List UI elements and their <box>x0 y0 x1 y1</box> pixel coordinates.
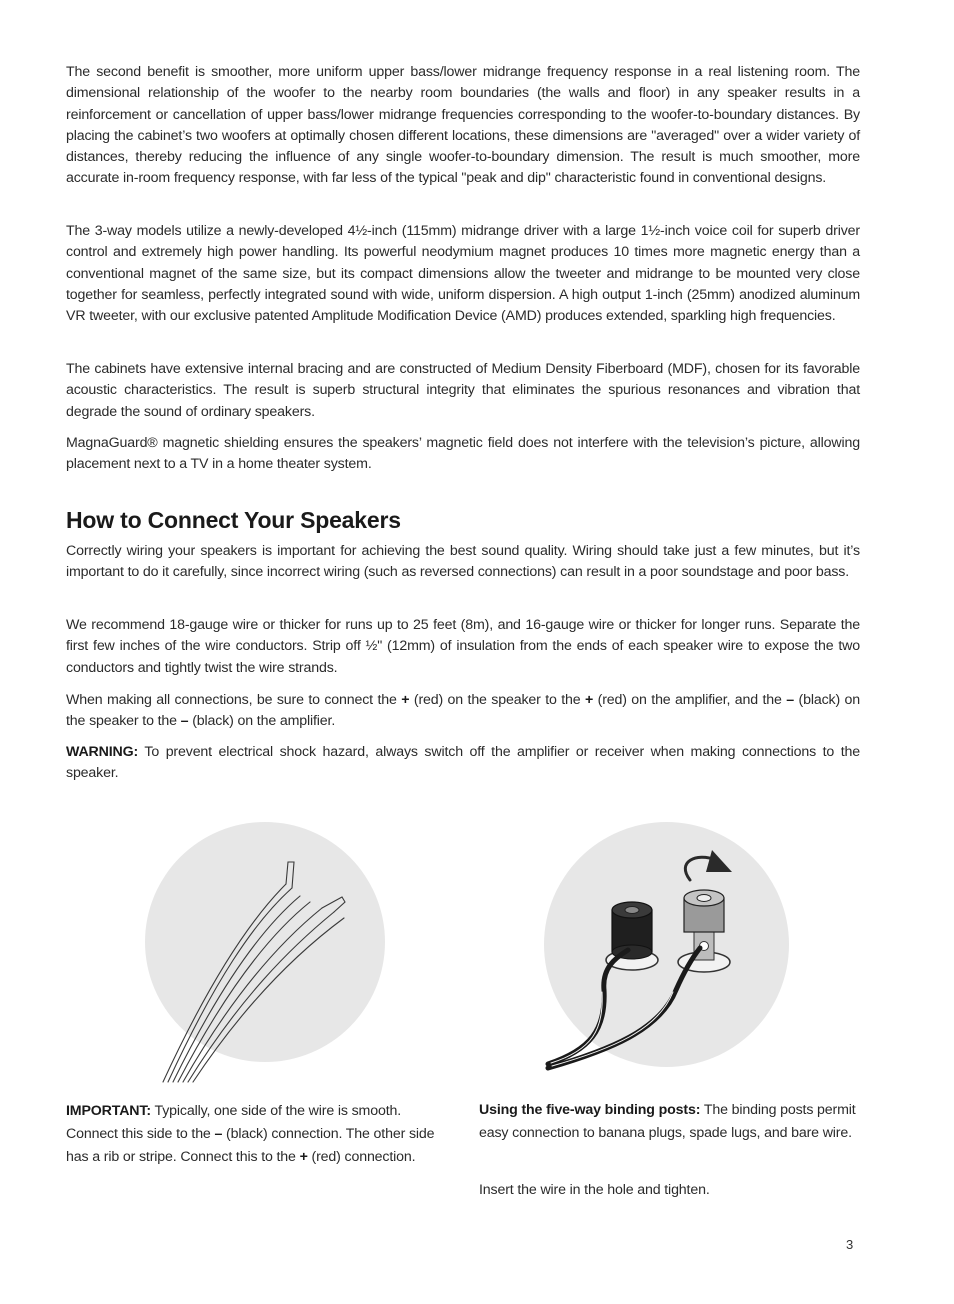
minus-symbol: – <box>180 713 189 730</box>
minus-symbol: – <box>214 1126 223 1142</box>
paragraph-woofer-benefit: The second benefit is smoother, more uniform upper bass/lower midrange frequency response in a real listening room. The dimensional relationship of the woofer to the nearby room boundaries (the walls and floor) in any speaker results in a reinforcement or cancellation of upper bass/lower midrange frequencies corresponding to the woofer-to-boundary distances. By placing the cabinet’s two woofers at optimally chosen different locations, these dimensions are "averaged" over a wider variety of distances, thereby reducing the influence of any single woofer-to-boundary dimension. The result is much smoother, more accurate in-room frequency response, with far less of the typical "peak and dip" characteristic found in conventional designs. <box>66 64 860 187</box>
section-title: How to Connect Your Speakers <box>66 507 401 533</box>
paragraph-midrange-driver: The 3-way models utilize a newly-developed 4½-inch (115mm) midrange driver with a large 1½-inch voice coil for superb driver control and extremely high power handling. Its powerful neodymium magnet produces 10 times more magnetic energy than a conventional magnet of the same size, but its compact dimensions allow the tweeter and midrange to be mounted very close together for seamless, perfectly integrated sound with wide, uniform dispersion. A high output 1-inch (25mm) anodized aluminum VR tweeter, with our exclusive patented Amplitude Modification Device (AMD) produces extended, sparkling high frequencies. <box>66 223 860 325</box>
caption-important: IMPORTANT: Typically, one side of the wire is smooth. Connect this side to the – (black) connection. The other side has a rib or stripe. Connect this to the + (red) connection. <box>66 1103 435 1165</box>
paragraph-wire-gauge: We recommend 18-gauge wire or thicker for runs up to 25 feet (8m), and 16-gauge wire or thicker for longer runs. Separate the first few inches of the wire conductors. Strip off ½" (12mm) of insulation from the ends of each speaker wire to expose the two conductors and tightly twist the wire strands. <box>66 617 860 676</box>
page-number: 3 <box>846 1237 854 1252</box>
plus-symbol: + <box>299 1149 308 1165</box>
rotate-arrow-icon <box>685 850 732 880</box>
paragraph-cabinet-bracing: The cabinets have extensive internal bracing and are constructed of Medium Density Fiberboard (MDF), chosen for its favorable acoustic characteristics. The result is superb structural integrity that eliminates the spurious resonances and vibration that degrade the sound of ordinary speakers. <box>66 361 860 420</box>
paragraph-magnetic-shielding: MagnaGuard® magnetic shielding ensures the speakers’ magnetic field does not interfere with the television’s picture, allowing placement next to a TV in a home theater system. <box>66 435 860 473</box>
grey-binding-post <box>678 890 730 972</box>
paragraph-polarity: When making all connections, be sure to connect the + (red) on the speaker to the + (red) on the amplifier, and the – (black) on the speaker to the – (black) on the amplifier. <box>66 692 861 730</box>
minus-symbol: – <box>786 692 795 708</box>
caption-insert-wire: Insert the wire in the hole and tighten. <box>479 1182 710 1198</box>
warning-label: WARNING: <box>66 744 139 760</box>
important-label: IMPORTANT: <box>66 1103 151 1119</box>
plus-symbol: + <box>584 692 594 708</box>
binding-posts-label: Using the five-way binding posts: <box>479 1102 701 1118</box>
paragraph-wiring-intro: Correctly wiring your speakers is important for achieving the best sound quality. Wiring should take just a few minutes, but it’s important to do it carefully, since incorrect wiring (such as reversed connections) can result in a poor soundstage and poor bass. <box>66 543 860 581</box>
plus-symbol: + <box>401 692 410 708</box>
caption-binding-posts: Using the five-way binding posts: The binding posts permit easy connection to banana plugs, spade lugs, and bare wire. <box>479 1102 856 1141</box>
paragraph-warning: WARNING: To prevent electrical shock hazard, always switch off the amplifier or receiver when making connections to the speaker. <box>66 744 860 782</box>
